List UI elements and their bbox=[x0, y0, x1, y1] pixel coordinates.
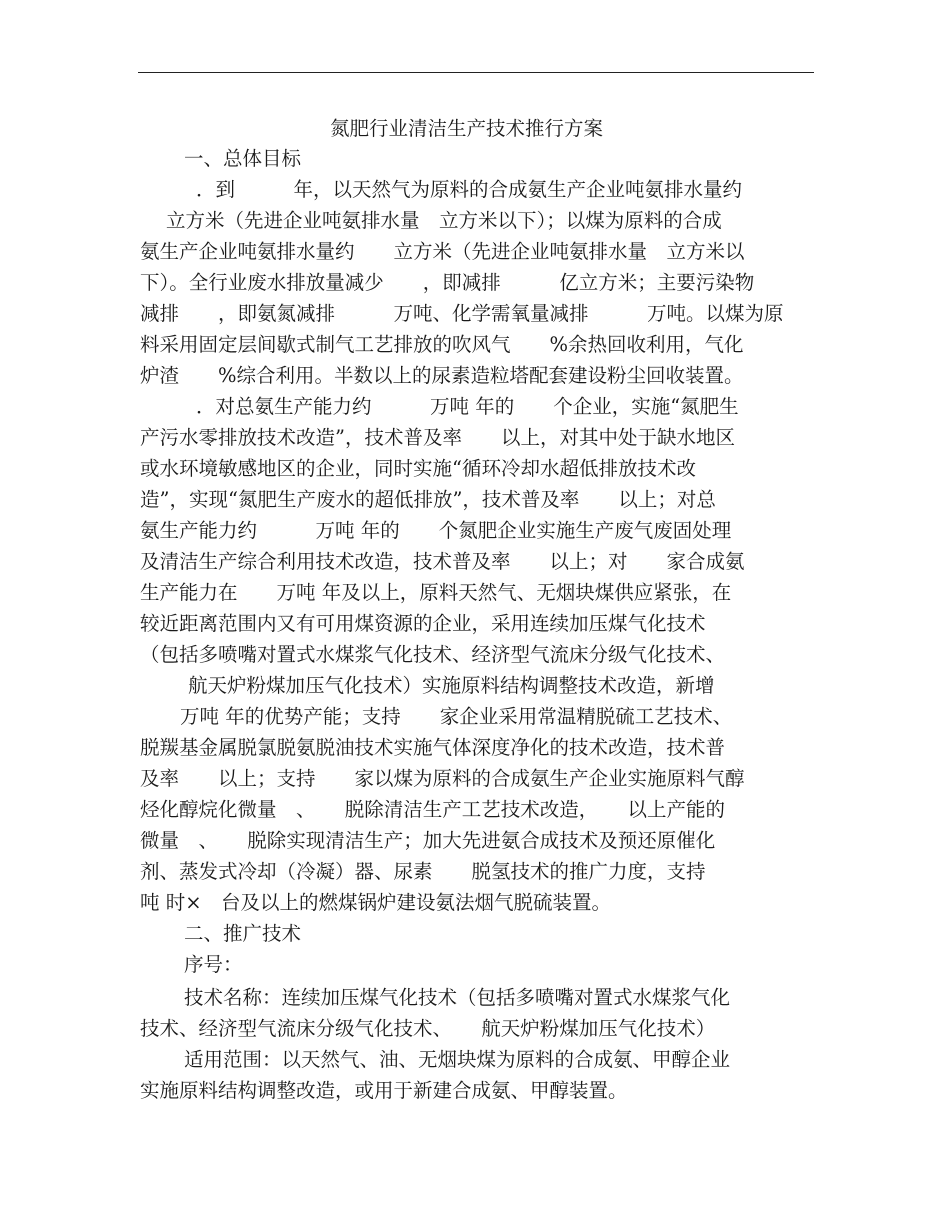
paragraph-line: 及率 以上；支持 家以煤为原料的合成氨生产企业实施原料气醇 bbox=[140, 767, 745, 790]
paragraph-line: 造”，实现“氮肥生产废水的超低排放”，技术普及率 以上；对总 bbox=[140, 488, 716, 511]
document-title: 氮肥行业清洁生产技术推行方案 bbox=[330, 117, 604, 140]
sequence-label: 序号： bbox=[184, 953, 243, 976]
paragraph-line: 脱羰基金属脱氯脱氨脱油技术实施气体深度净化的技术改造，技术普 bbox=[140, 736, 726, 759]
scope-line: 实施原料结构调整改造，或用于新建合成氨、甲醇装置。 bbox=[140, 1079, 628, 1102]
paragraph-line: 料采用固定层间歇式制气工艺排放的吹风气 %余热回收利用，气化 bbox=[140, 333, 744, 356]
paragraph-line: 吨 时× 台及以上的燃煤锅炉建设氨法烟气脱硫装置。 bbox=[140, 891, 612, 914]
paragraph-line: 烃化醇烷化微量 、 脱除清洁生产工艺技术改造， 以上产能的 bbox=[140, 798, 726, 821]
paragraph-line: 及清洁生产综合利用技术改造，技术普及率 以上；对 家合成氨 bbox=[140, 550, 745, 573]
paragraph-line: ．对总氨生产能力约 万吨 年的 个企业，实施“氮肥生 bbox=[196, 395, 739, 418]
paragraph-line: （包括多喷嘴对置式水煤浆气化技术、经济型气流床分级气化技术、 bbox=[140, 643, 726, 666]
paragraph-line: 航天炉粉煤加压气化技术）实施原料结构调整技术改造，新增 bbox=[188, 674, 715, 697]
paragraph-line: 氨生产能力约 万吨 年的 个氮肥企业实施生产废气废固处理 bbox=[140, 519, 732, 542]
paragraph-line: 下）。全行业废水排放量减少 ，即减排 亿立方米；主要污染物 bbox=[140, 271, 755, 294]
scope-line: 适用范围：以天然气、油、无烟块煤为原料的合成氨、甲醇企业 bbox=[184, 1048, 731, 1071]
paragraph-line: 微量 、 脱除实现清洁生产；加大先进氨合成技术及预还原催化 bbox=[140, 829, 716, 852]
paragraph-line: 氨生产企业吨氨排水量约 立方米（先进企业吨氨排水量 立方米以 bbox=[140, 240, 745, 263]
tech-name-line: 技术、经济型气流床分级气化技术、 航天炉粉煤加压气化技术） bbox=[140, 1017, 716, 1040]
paragraph-line: ．到 年，以天然气为原料的合成氨生产企业吨氨排水量约 bbox=[196, 178, 743, 201]
paragraph-line: 立方米（先进企业吨氨排水量 立方米以下）；以煤为原料的合成 bbox=[166, 209, 722, 232]
header-rule bbox=[138, 72, 814, 73]
paragraph-line: 较近距离范围内又有可用煤资源的企业，采用连续加压煤气化技术 bbox=[140, 612, 706, 635]
section-heading-goals: 一、总体目标 bbox=[184, 147, 302, 170]
paragraph-line: 减排 ，即氨氮减排 万吨、化学需氧量减排 万吨。以煤为原 bbox=[140, 302, 784, 325]
tech-name-line: 技术名称：连续加压煤气化技术（包括多喷嘴对置式水煤浆气化 bbox=[184, 986, 731, 1009]
paragraph-line: 剂、蒸发式冷却（冷凝）器、尿素 脱氢技术的推广力度，支持 bbox=[140, 860, 706, 883]
paragraph-line: 炉渣 %综合利用。半数以上的尿素造粒塔配套建设粉尘回收装置。 bbox=[140, 364, 744, 387]
paragraph-line: 或水环境敏感地区的企业，同时实施“循环冷却水超低排放技术改 bbox=[140, 457, 696, 480]
paragraph-line: 产污水零排放技术改造”，技术普及率 以上，对其中处于缺水地区 bbox=[140, 426, 735, 449]
paragraph-line: 万吨 年的优势产能；支持 家企业采用常温精脱硫工艺技术、 bbox=[180, 705, 733, 728]
paragraph-line: 生产能力在 万吨 年及以上，原料天然气、无烟块煤供应紧张，在 bbox=[140, 581, 732, 604]
section-heading-technology: 二、推广技术 bbox=[184, 922, 302, 945]
